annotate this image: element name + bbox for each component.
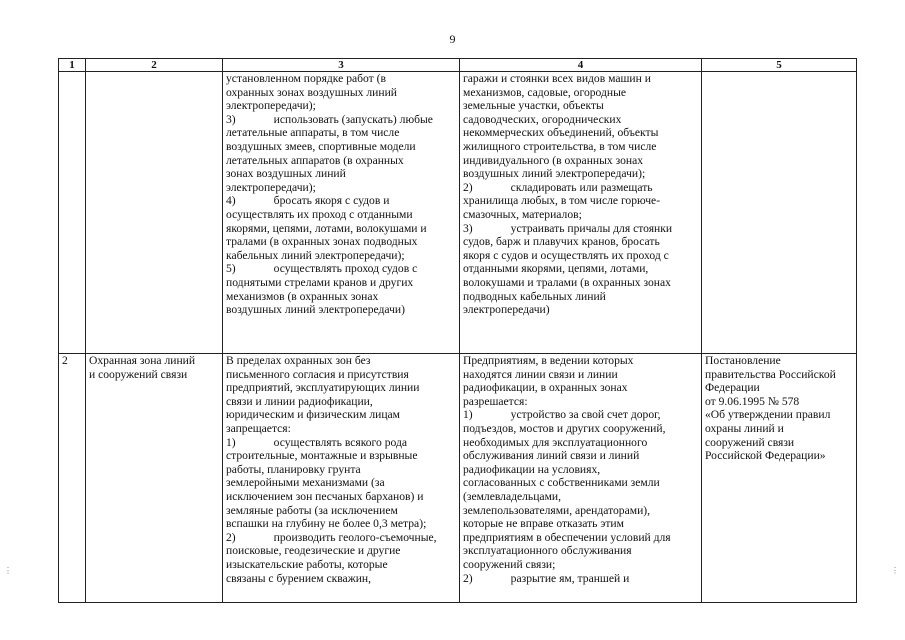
item-number: 2) <box>463 571 473 585</box>
item-text: осуществлять всякого рода <box>273 435 408 449</box>
prohibited-line: письменного согласия и присутствия <box>226 367 409 381</box>
allowed-line: садоводческих, огороднических <box>463 112 622 126</box>
allowed-line: необходимых для эксплуатационного <box>463 435 648 449</box>
allowed-line <box>463 572 698 586</box>
allowed-line <box>463 408 698 422</box>
prohibited-line: В пределах охранных зон без <box>226 354 371 367</box>
legal-basis-line: Постановление <box>705 354 781 367</box>
prohibited-line: юридическим и физическим лицам <box>226 408 401 422</box>
allowed-line <box>463 222 698 236</box>
item-number: 1) <box>226 435 236 449</box>
allowed-line: радиофикации на условиях, <box>463 462 601 476</box>
prohibited-line: охранных зонах воздушных линий <box>226 85 397 99</box>
page-number: 9 <box>449 32 456 46</box>
allowed-line: разрешается: <box>463 394 528 408</box>
zone-name-cell <box>86 354 223 603</box>
header-col-2: 2 <box>86 59 223 72</box>
header-col-5: 5 <box>702 59 857 72</box>
prohibited-line: предприятий, эксплуатирующих линии <box>226 381 420 395</box>
prohibited-line: установленном порядке работ (в <box>226 72 386 85</box>
prohibited-line: запрещается: <box>226 421 291 435</box>
allowed-line: предприятиям в обеспечении условий для <box>463 530 671 544</box>
prohibited-line <box>226 436 456 450</box>
allowed-line: радиофикации, в охранных зонах <box>463 381 628 395</box>
prohibited-line <box>226 531 456 545</box>
zone-name-line: Охранная зона линий <box>89 354 196 367</box>
allowed-line: подъездов, мостов и других сооружений, <box>463 421 666 435</box>
allowed-line: подводных кабельных линий <box>463 289 606 303</box>
allowed-line: Предприятиям, в ведении которых <box>463 354 634 367</box>
prohibited-line: поисковые, геодезические и другие <box>226 544 401 558</box>
item-number: 3) <box>226 112 236 126</box>
prohibited-line: воздушных змеев, спортивные модели <box>226 139 416 153</box>
zone-name-line: и сооружений связи <box>89 367 188 381</box>
header-col-4: 4 <box>460 59 702 72</box>
item-text: бросать якоря с судов и <box>273 194 390 208</box>
allowed-line <box>463 181 698 195</box>
allowed-line: воздушных линий электропередачи); <box>463 167 646 181</box>
allowed-line: механизмов, садовые, огородные <box>463 85 627 99</box>
edge-mark-left: ⋮ <box>4 566 12 575</box>
legal-basis-line: Федерации <box>705 381 760 395</box>
prohibited-line: летательных аппаратов (в охранных <box>226 153 404 167</box>
prohibited-cell <box>223 72 460 354</box>
edge-mark-right: ⋮ <box>891 566 899 575</box>
allowed-line: некоммерческих объединений, объекты <box>463 126 659 140</box>
prohibited-line: якорями, цепями, лотами, волокушами и <box>226 221 427 235</box>
item-number: 2) <box>226 530 236 544</box>
item-number: 5) <box>226 262 236 276</box>
prohibited-line <box>226 113 456 127</box>
prohibited-line: зонах воздушных линий <box>226 167 346 181</box>
prohibited-line: механизмов (в охранных зонах <box>226 289 379 303</box>
prohibited-line: строительные, монтажные и взрывные <box>226 449 418 463</box>
allowed-line: отданными якорями, цепями, лотами, <box>463 262 649 276</box>
legal-basis-line: правительства Российской <box>705 367 836 381</box>
prohibited-line: земляные работы (за исключением <box>226 503 398 517</box>
prohibited-line: работы, планировку грунта <box>226 462 361 476</box>
item-text: разрытие ям, траншей и <box>510 571 630 585</box>
item-number: 2) <box>463 180 473 194</box>
prohibited-line: электропередачи); <box>226 99 316 113</box>
allowed-line: волокушами и тралами (в охранных зонах <box>463 275 671 289</box>
item-text: складировать или размещать <box>510 180 653 194</box>
prohibited-line: летательные аппараты, в том числе <box>226 126 400 140</box>
prohibited-line: исключением зон песчаных барханов) и <box>226 489 424 503</box>
item-number: 4) <box>226 194 236 208</box>
legal-basis-cell <box>702 72 857 354</box>
prohibited-line: тралами (в охранных зонах подводных <box>226 235 418 249</box>
allowed-line: находятся линии связи и линии <box>463 367 618 381</box>
prohibited-line: кабельных линий электропередачи); <box>226 248 405 262</box>
legal-basis-cell <box>702 354 857 603</box>
prohibited-line: электропередачи); <box>226 180 316 194</box>
prohibited-line: воздушных линий электропередачи) <box>226 303 405 317</box>
legal-basis-line: охраны линий и <box>705 421 784 435</box>
legal-basis-line: от 9.06.1995 № 578 <box>705 394 800 408</box>
prohibited-line: вспашки на глубину не более 0,3 метра); <box>226 517 427 531</box>
allowed-line: которые не вправе отказать этим <box>463 517 624 531</box>
prohibited-line: связи и линии радиофикации, <box>226 394 373 408</box>
prohibited-line: поднятыми стрелами кранов и других <box>226 275 414 289</box>
legal-basis-line: Российской Федерации» <box>705 449 826 463</box>
item-number: 3) <box>463 221 473 235</box>
allowed-line: земельные участки, объекты <box>463 99 604 113</box>
table-row <box>59 72 857 354</box>
legal-basis-line: сооружений связи <box>705 435 795 449</box>
allowed-line: судов, барж и плавучих кранов, бросать <box>463 235 660 249</box>
item-number: 1) <box>463 408 473 422</box>
allowed-line: обслуживания линий связи и линий <box>463 449 640 463</box>
item-text: осуществлять проход судов с <box>273 262 418 276</box>
prohibited-line: изыскательские работы, которые <box>226 557 388 571</box>
allowed-cell <box>460 72 702 354</box>
header-row <box>59 59 857 72</box>
item-text: использовать (запускать) любые <box>273 112 433 126</box>
allowed-line: (землевладельцами, <box>463 489 562 503</box>
allowed-line: индивидуального (в охранных зонах <box>463 153 644 167</box>
prohibited-line: осуществлять их проход с отданными <box>226 207 413 221</box>
prohibited-line: связаны с бурением скважин, <box>226 571 372 585</box>
header-col-3: 3 <box>223 59 460 72</box>
row-number-cell <box>59 72 86 354</box>
allowed-line: хранилища любых, в том числе горюче- <box>463 194 661 208</box>
item-text: производить геолого-съемочные, <box>273 530 437 544</box>
prohibited-line <box>226 194 456 208</box>
header-col-1: 1 <box>59 59 86 72</box>
allowed-line: электропередачи) <box>463 303 550 317</box>
allowed-line: эксплуатационного обслуживания <box>463 544 632 558</box>
legal-basis-line: «Об утверждении правил <box>705 408 831 422</box>
prohibited-line <box>226 262 456 276</box>
allowed-line: гаражи и стоянки всех видов машин и <box>463 72 651 85</box>
allowed-line: согласованных с собственниками земли <box>463 476 660 490</box>
row-number: 2 <box>62 354 68 367</box>
item-text: устраивать причалы для стоянки <box>510 221 673 235</box>
zone-name-cell <box>86 72 223 354</box>
restrictions-table <box>58 58 857 603</box>
allowed-line: якоря с судов и осуществлять их проход с <box>463 248 669 262</box>
allowed-line: землепользователями, арендаторами), <box>463 503 651 517</box>
prohibited-line: землеройными механизмами (за <box>226 476 385 490</box>
table-row <box>59 354 857 603</box>
allowed-line: жилищного строительства, в том числе <box>463 139 657 153</box>
item-text: устройство за свой счет дорог, <box>510 408 661 422</box>
allowed-line: смазочных, материалов; <box>463 207 582 221</box>
allowed-cell <box>460 354 702 603</box>
allowed-line: сооружений связи; <box>463 557 556 571</box>
prohibited-cell <box>223 354 460 603</box>
row-number-cell <box>59 354 86 603</box>
